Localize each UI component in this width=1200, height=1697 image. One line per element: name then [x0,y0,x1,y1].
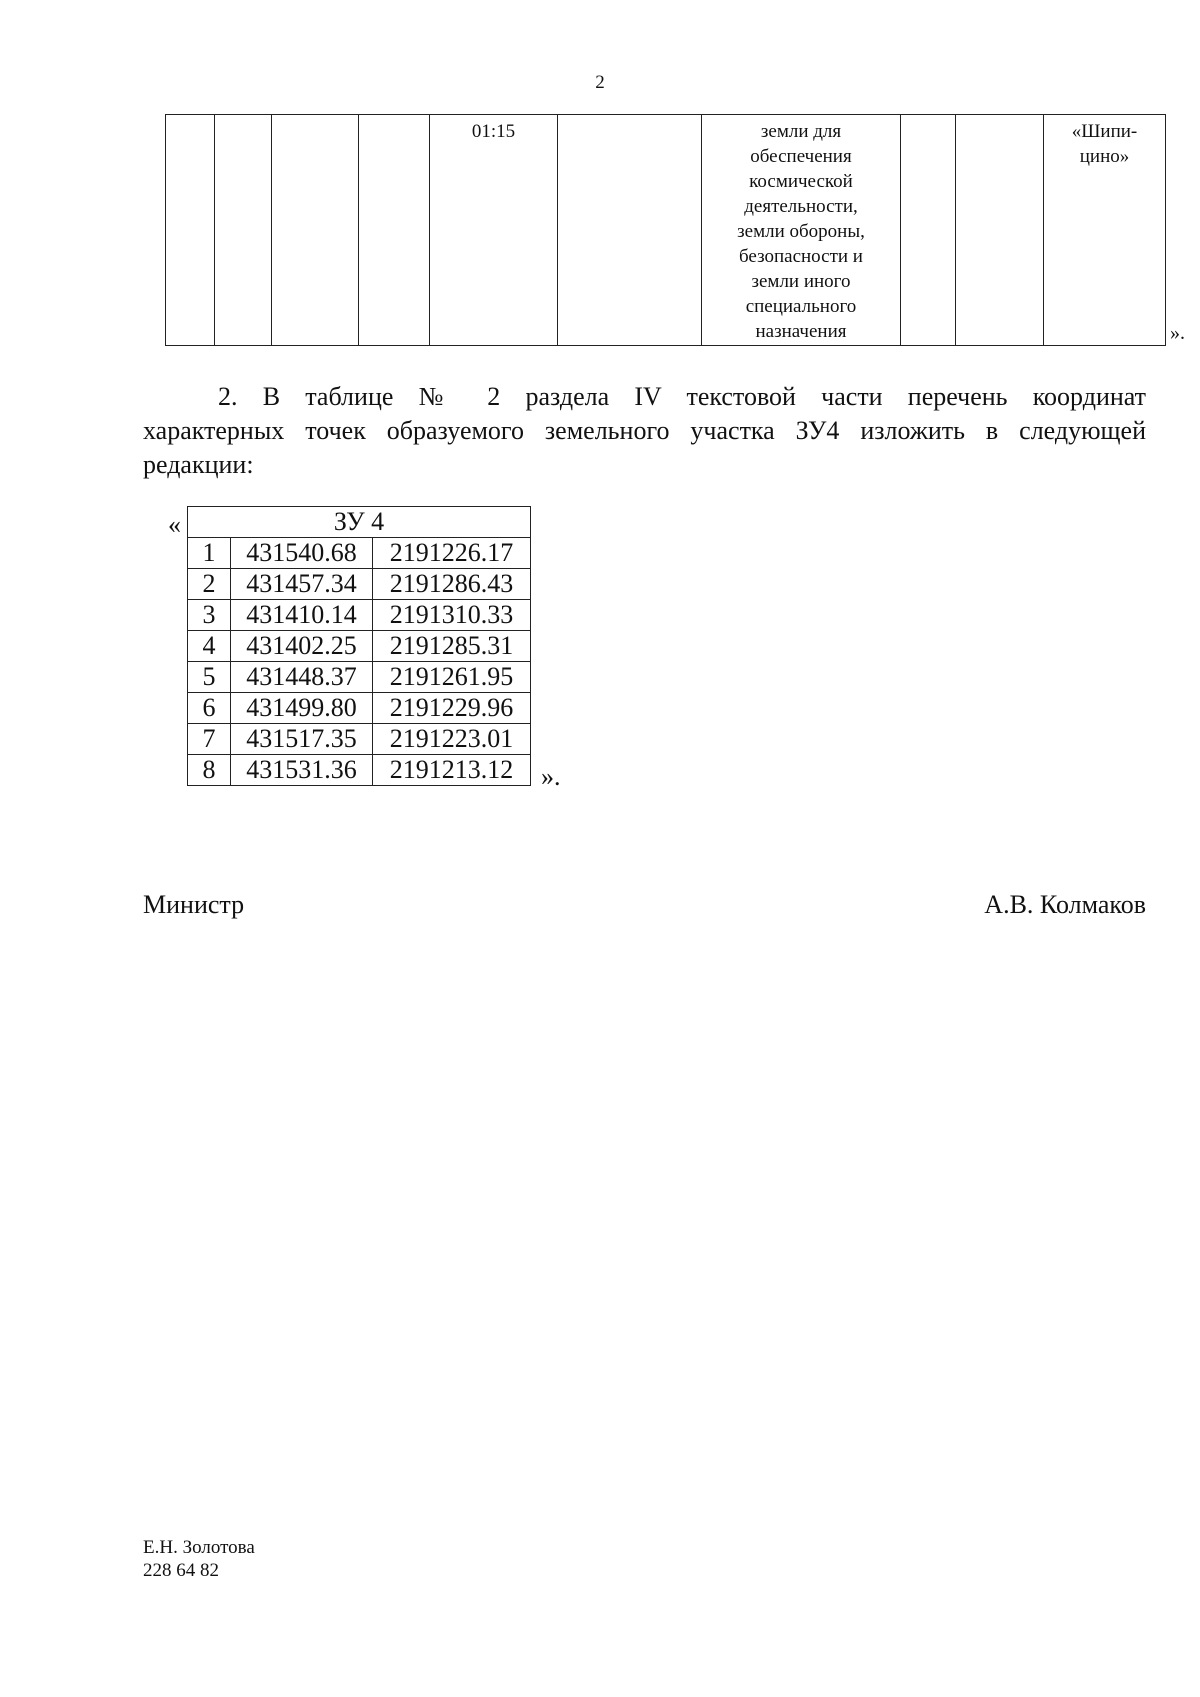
coord-y: 2191226.17 [373,538,531,569]
table-row [188,662,531,693]
coord-y: 2191229.96 [373,693,531,724]
cell-line: земли для [760,121,842,142]
opening-quote: « [168,510,181,539]
table-row [188,600,531,631]
contact-block [143,1536,255,1582]
table-cell [272,115,359,346]
continuation-table [165,114,1166,346]
table-row [188,693,531,724]
coord-y: 2191213.12 [373,755,531,786]
coord-y: 2191285.31 [373,631,531,662]
cell-line: «Шипи- [1071,121,1138,142]
coord-y: 2191261.95 [373,662,531,693]
cell-line: обеспечения [750,146,852,167]
coord-x: 431448.37 [231,662,373,693]
point-number: 6 [188,693,231,724]
table-row [188,569,531,600]
point-number: 3 [188,600,231,631]
table-cell [215,115,272,346]
amendment-paragraph [143,380,1146,482]
coord-x: 431410.14 [231,600,373,631]
table-cell [166,115,215,346]
cell-line: специального [745,296,857,317]
signer-name: А.В. Колмаков [984,890,1146,919]
land-category-cell [702,115,901,346]
closing-quote: ». [1170,322,1185,344]
cell-line: назначения [755,321,847,342]
point-number: 5 [188,662,231,693]
coord-x: 431531.36 [231,755,373,786]
cell-line: цино» [1079,146,1130,167]
coord-x: 431540.68 [231,538,373,569]
point-number: 8 [188,755,231,786]
table-row [188,755,531,786]
coord-y: 2191286.43 [373,569,531,600]
table-cell [558,115,702,346]
cell-line: безопасности и [739,246,863,267]
paragraph-line: 2. В таблице № 2 раздела IV текстовой части перечень координат [218,382,1146,411]
point-number: 4 [188,631,231,662]
point-number: 2 [188,569,231,600]
coord-y: 2191223.01 [373,724,531,755]
point-number: 7 [188,724,231,755]
table-row [188,538,531,569]
cell-line: деятельности, [744,196,858,217]
coord-x: 431499.80 [231,693,373,724]
parcel-header: ЗУ 4 [188,507,531,538]
coord-x: 431517.35 [231,724,373,755]
coordinates-table [187,506,531,786]
location-cell [1044,115,1166,346]
coord-x: 431402.25 [231,631,373,662]
coord-x: 431457.34 [231,569,373,600]
cell-line: космической [749,171,853,192]
table-cell [901,115,956,346]
contact-phone: 228 64 82 [143,1560,219,1581]
signer-title: Министр [143,890,245,919]
paragraph-line: характерных точек образуемого земельного участка ЗУ4 изложить в следующей [143,416,1146,445]
table-row [166,115,1166,346]
table-row [188,724,531,755]
page-number: 2 [595,72,605,93]
cell-line: земли обороны, [737,221,865,242]
closing-quote: ». [541,762,561,791]
coord-y: 2191310.33 [373,600,531,631]
table-cell [359,115,430,346]
table-header-row [188,507,531,538]
table-row [188,631,531,662]
paragraph-line: редакции: [143,450,254,479]
table-cell: 01:15 [430,115,558,346]
contact-name: Е.Н. Золотова [143,1537,255,1558]
cell-line: земли иного [751,271,851,292]
point-number: 1 [188,538,231,569]
table-cell [956,115,1044,346]
